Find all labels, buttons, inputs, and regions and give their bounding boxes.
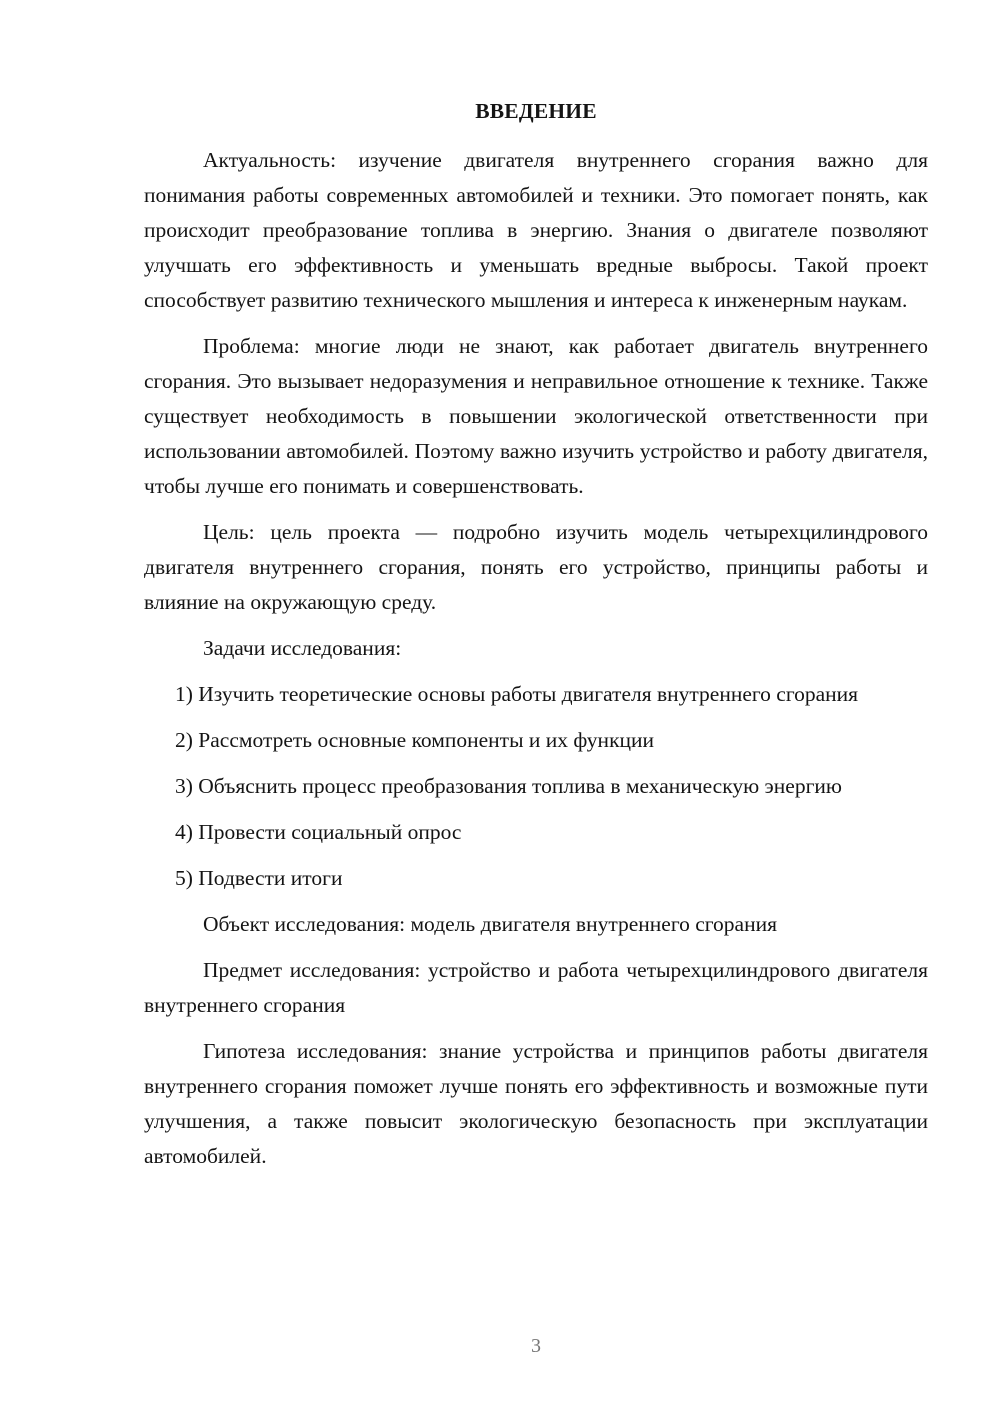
task-item-4: 4) Провести социальный опрос bbox=[175, 820, 462, 844]
paragraph-problem: Проблема: многие люди не знают, как работает двигатель внутреннего сгорания. Это вызывает недоразумения и неправильное отношение к технике. Также существует необходимость в повышении экологической ответственности при использовании автомобилей. Поэтому важно изучить устройство и работу двигателя, чтобы лучше его понимать и совершенствовать. bbox=[144, 334, 928, 498]
paragraph-hypothesis: Гипотеза исследования: знание устройства и принципов работы двигателя внутреннего сгорания поможет лучше понять его эффективность и возможные пути улучшения, а также повысит экологическую безопасность при эксплуатации автомобилей. bbox=[144, 1039, 928, 1168]
task-item-2: 2) Рассмотреть основные компоненты и их функции bbox=[175, 728, 655, 752]
paragraph-relevance: Актуальность: изучение двигателя внутреннего сгорания важно для понимания работы современных автомобилей и техники. Это помогает понять, как происходит преобразование топлива в энергию. Знания о двигателе позволяют улучшать его эффективность и уменьшать вредные выбросы. Такой проект способствует развитию технического мышления и интереса к инженерным наукам. bbox=[144, 148, 928, 312]
paragraph-subject: Предмет исследования: устройство и работа четырехцилиндрового двигателя внутреннего сгорания bbox=[144, 958, 928, 1017]
section-title: ВВЕДЕНИЕ bbox=[475, 99, 597, 123]
paragraph-object: Объект исследования: модель двигателя внутреннего сгорания bbox=[203, 912, 778, 936]
page-number: 3 bbox=[531, 1335, 541, 1357]
task-item-5: 5) Подвести итоги bbox=[175, 866, 343, 890]
document-body bbox=[144, 143, 928, 1185]
task-item-1: 1) Изучить теоретические основы работы двигателя внутреннего сгорания bbox=[175, 682, 859, 706]
paragraph-goal: Цель: цель проекта — подробно изучить модель четырехцилиндрового двигателя внутреннего сгорания, понять его устройство, принципы работы и влияние на окружающую среду. bbox=[144, 520, 928, 614]
task-item-3: 3) Объяснить процесс преобразования топлива в механическую энергию bbox=[175, 774, 842, 798]
paragraph-tasks-heading: Задачи исследования: bbox=[203, 636, 402, 660]
